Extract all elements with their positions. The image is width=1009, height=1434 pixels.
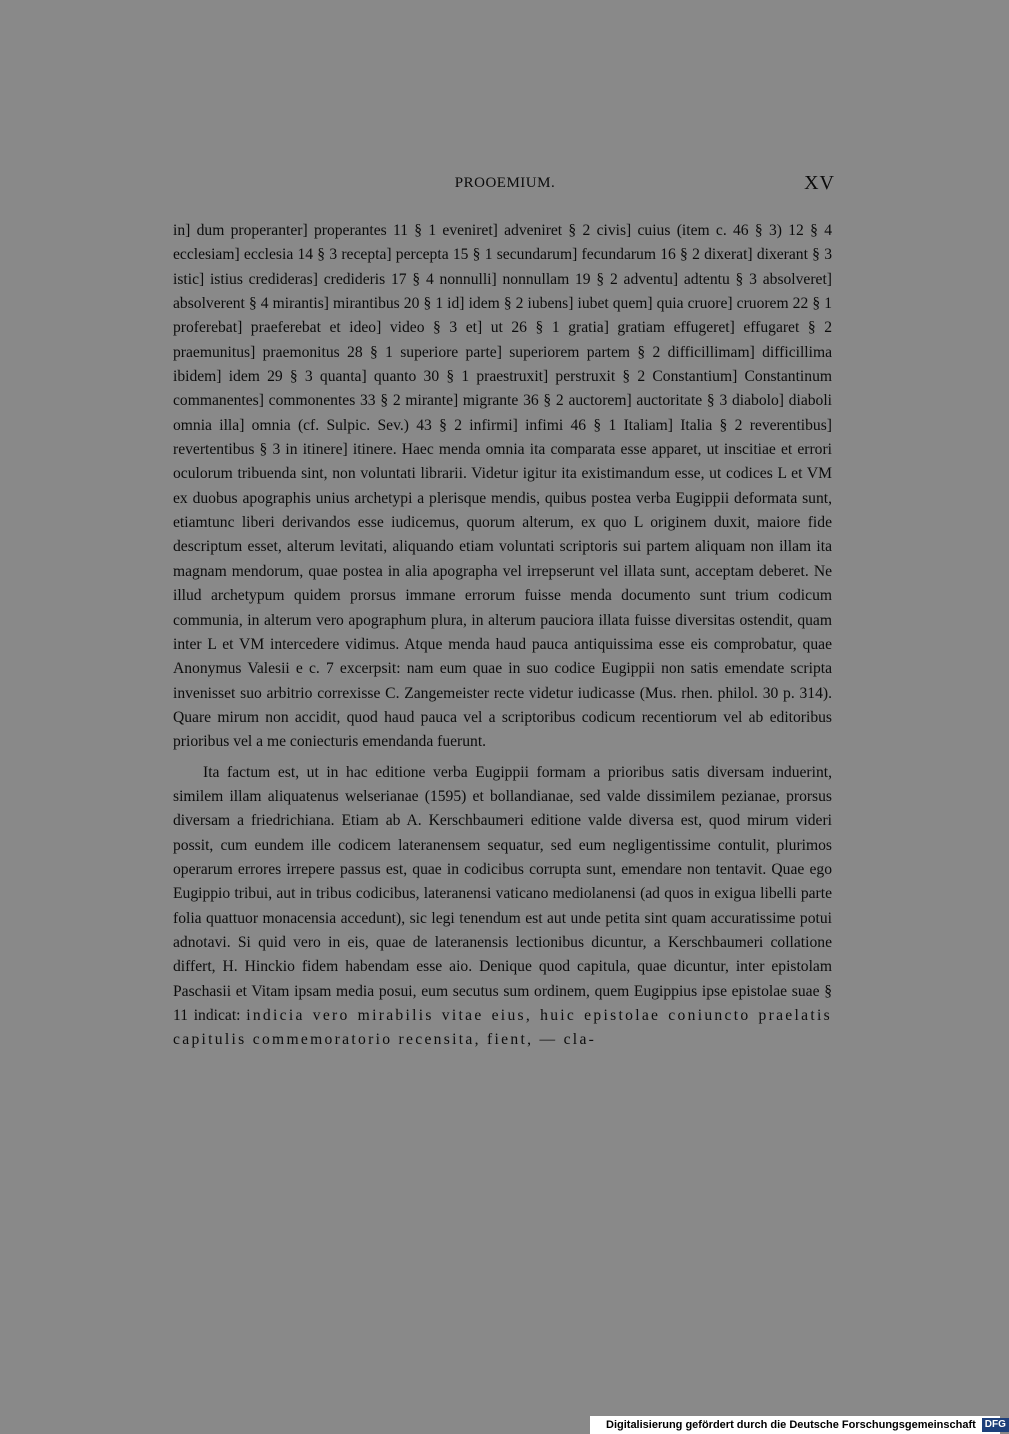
funding-text: Digitalisierung gefördert durch die Deutsche Forschungsgemeinschaft <box>606 1419 976 1431</box>
body-text <box>173 219 832 1053</box>
spaced-quotation: indicia vero mirabilis vitae eius, huic epistolae coniuncto praelatis capitulis commemoratorio recensita, fient, — cla- <box>173 1007 832 1049</box>
paragraph-text: Ita factum est, ut in hac editione verba Eugippii formam a prioribus satis diversam induerint, similem illam aliquatenus welserianae (1595) et bollandianae, sed valde dissimilem pezianae, prorsus diversam a friedrichiana. Etiam ab A. Kerschbaumeri editione valde diversa est, quod mirum videri possit, cum eundem ille codicem lateranensem sequatur, sed eum negligentissime contulit, plurimos operarum errores irrepere passus est, quae in codicibus corrupta sunt, emendare non tentavit. Quae ego Eugippio tribui, aut in tribus codicibus, lateranensi vaticano mediolanensi (ad quos in exigua libelli parte folia quattuor monacensia accedunt), sic legi tenendum est aut unde petita sint quam accuratissime potui adnotavi. Si quid vero in eis, quae de lateranensis lectionibus dicuntur, a Kerschbaumeri collatione differt, H. Hinckio fidem habendam esse aio. Denique quod capitula, quae dicuntur, inter epistolam Paschasii et Vitam ipsam media posui, eum secutus sum ordinem, quem Eugippius ipse epistolae suae § 11 indicat: <box>173 763 832 1024</box>
funding-footer <box>590 1416 1006 1434</box>
paragraph-editorial-notes <box>173 761 832 1053</box>
running-title: PROOEMIUM. <box>454 175 556 191</box>
paragraph-critical-notes: in] dum properanter] properantes 11 § 1 eveniret] adveniret § 2 civis] cuius (item c. 46 § 3) 12 § 4 ecclesiam] ecclesia 14 § 3 recepta] percepta 15 § 1 secundarum] fecundarum 16 § 2 dixerat] dixerant § 3 istic] istius credideras] credideris 17 § 4 nonnulli] nonnullam 19 § 2 adventu] adtentu § 3 absolveret] absolverent § 4 mirantis] mirantibus 20 § 1 id] idem § 2 iubens] iubet quem] quia cruore] cruorem 22 § 1 proferebat] praeferebat et ideo] video § 3 et] ut 26 § 1 gratia] gratiam effugeret] effugaret § 2 praemunitus] praemonitus 28 § 1 superiore parte] superiorem partem § 2 difficillimam] difficillima ibidem] idem 29 § 3 quanta] quanto 30 § 1 praestruxit] perstruxit § 2 Constantium] Constantinum commanentes] commonentes 33 § 2 mirante] migrante 36 § 2 auctorem] auctoritate § 3 diabolo] diaboli omnia illa] omnia (cf. Sulpic. Sev.) 43 § 2 infirmi] infimi 46 § 1 Italiam] Italia § 2 reverentibus] revertentibus § 3 in itinere] itinere. Haec menda omnia ita comparata esse apparet, ut inscitiae et errori oculorum tribuenda sint, non voluntati librarii. Videtur igitur ita existimandum esse, ut codices L et VM ex duobus apographis unius archetypi a plerisque mendis, quibus postea verba Eugippii deformata sunt, etiamtunc liberi derivandos esse iudicemus, quorum alterum, ex quo L originem duxit, maiore fide descriptum esset, alterum levitati, aliquando etiam voluntati scriptoris sui partem aliquam non illam ita magnam mendorum, quae postea in alia apographa vel irrepserunt vel illata sunt, acceptam deberet. Ne illud archetypum quidem prorsus immane errorum fuisse menda documento sunt trium codicum communia, in alterum vero apographum plura, in alterum pauciora illata fuisse diversitas ostendit, quam inter L et VM intercedere vidimus. Atque menda haud pauca antiquissima esse eis comprobatur, quae Anonymus Valesii e c. 7 excerpsit: nam eum quae in suo codice Eugippii non satis emendate scripta invenisset suo arbitrio correxisse C. Zangemeister recte videtur iudicasse (Mus. rhen. philol. 30 p. 314). Quare mirum non accidit, quod haud pauca vel a scriptoribus codicum recentiorum vel ab editoribus prioribus vel a me coniecturis emendanda fuerunt. <box>173 222 832 751</box>
page-number: XV <box>804 172 835 194</box>
dfg-logo: DFG <box>982 1418 1009 1432</box>
